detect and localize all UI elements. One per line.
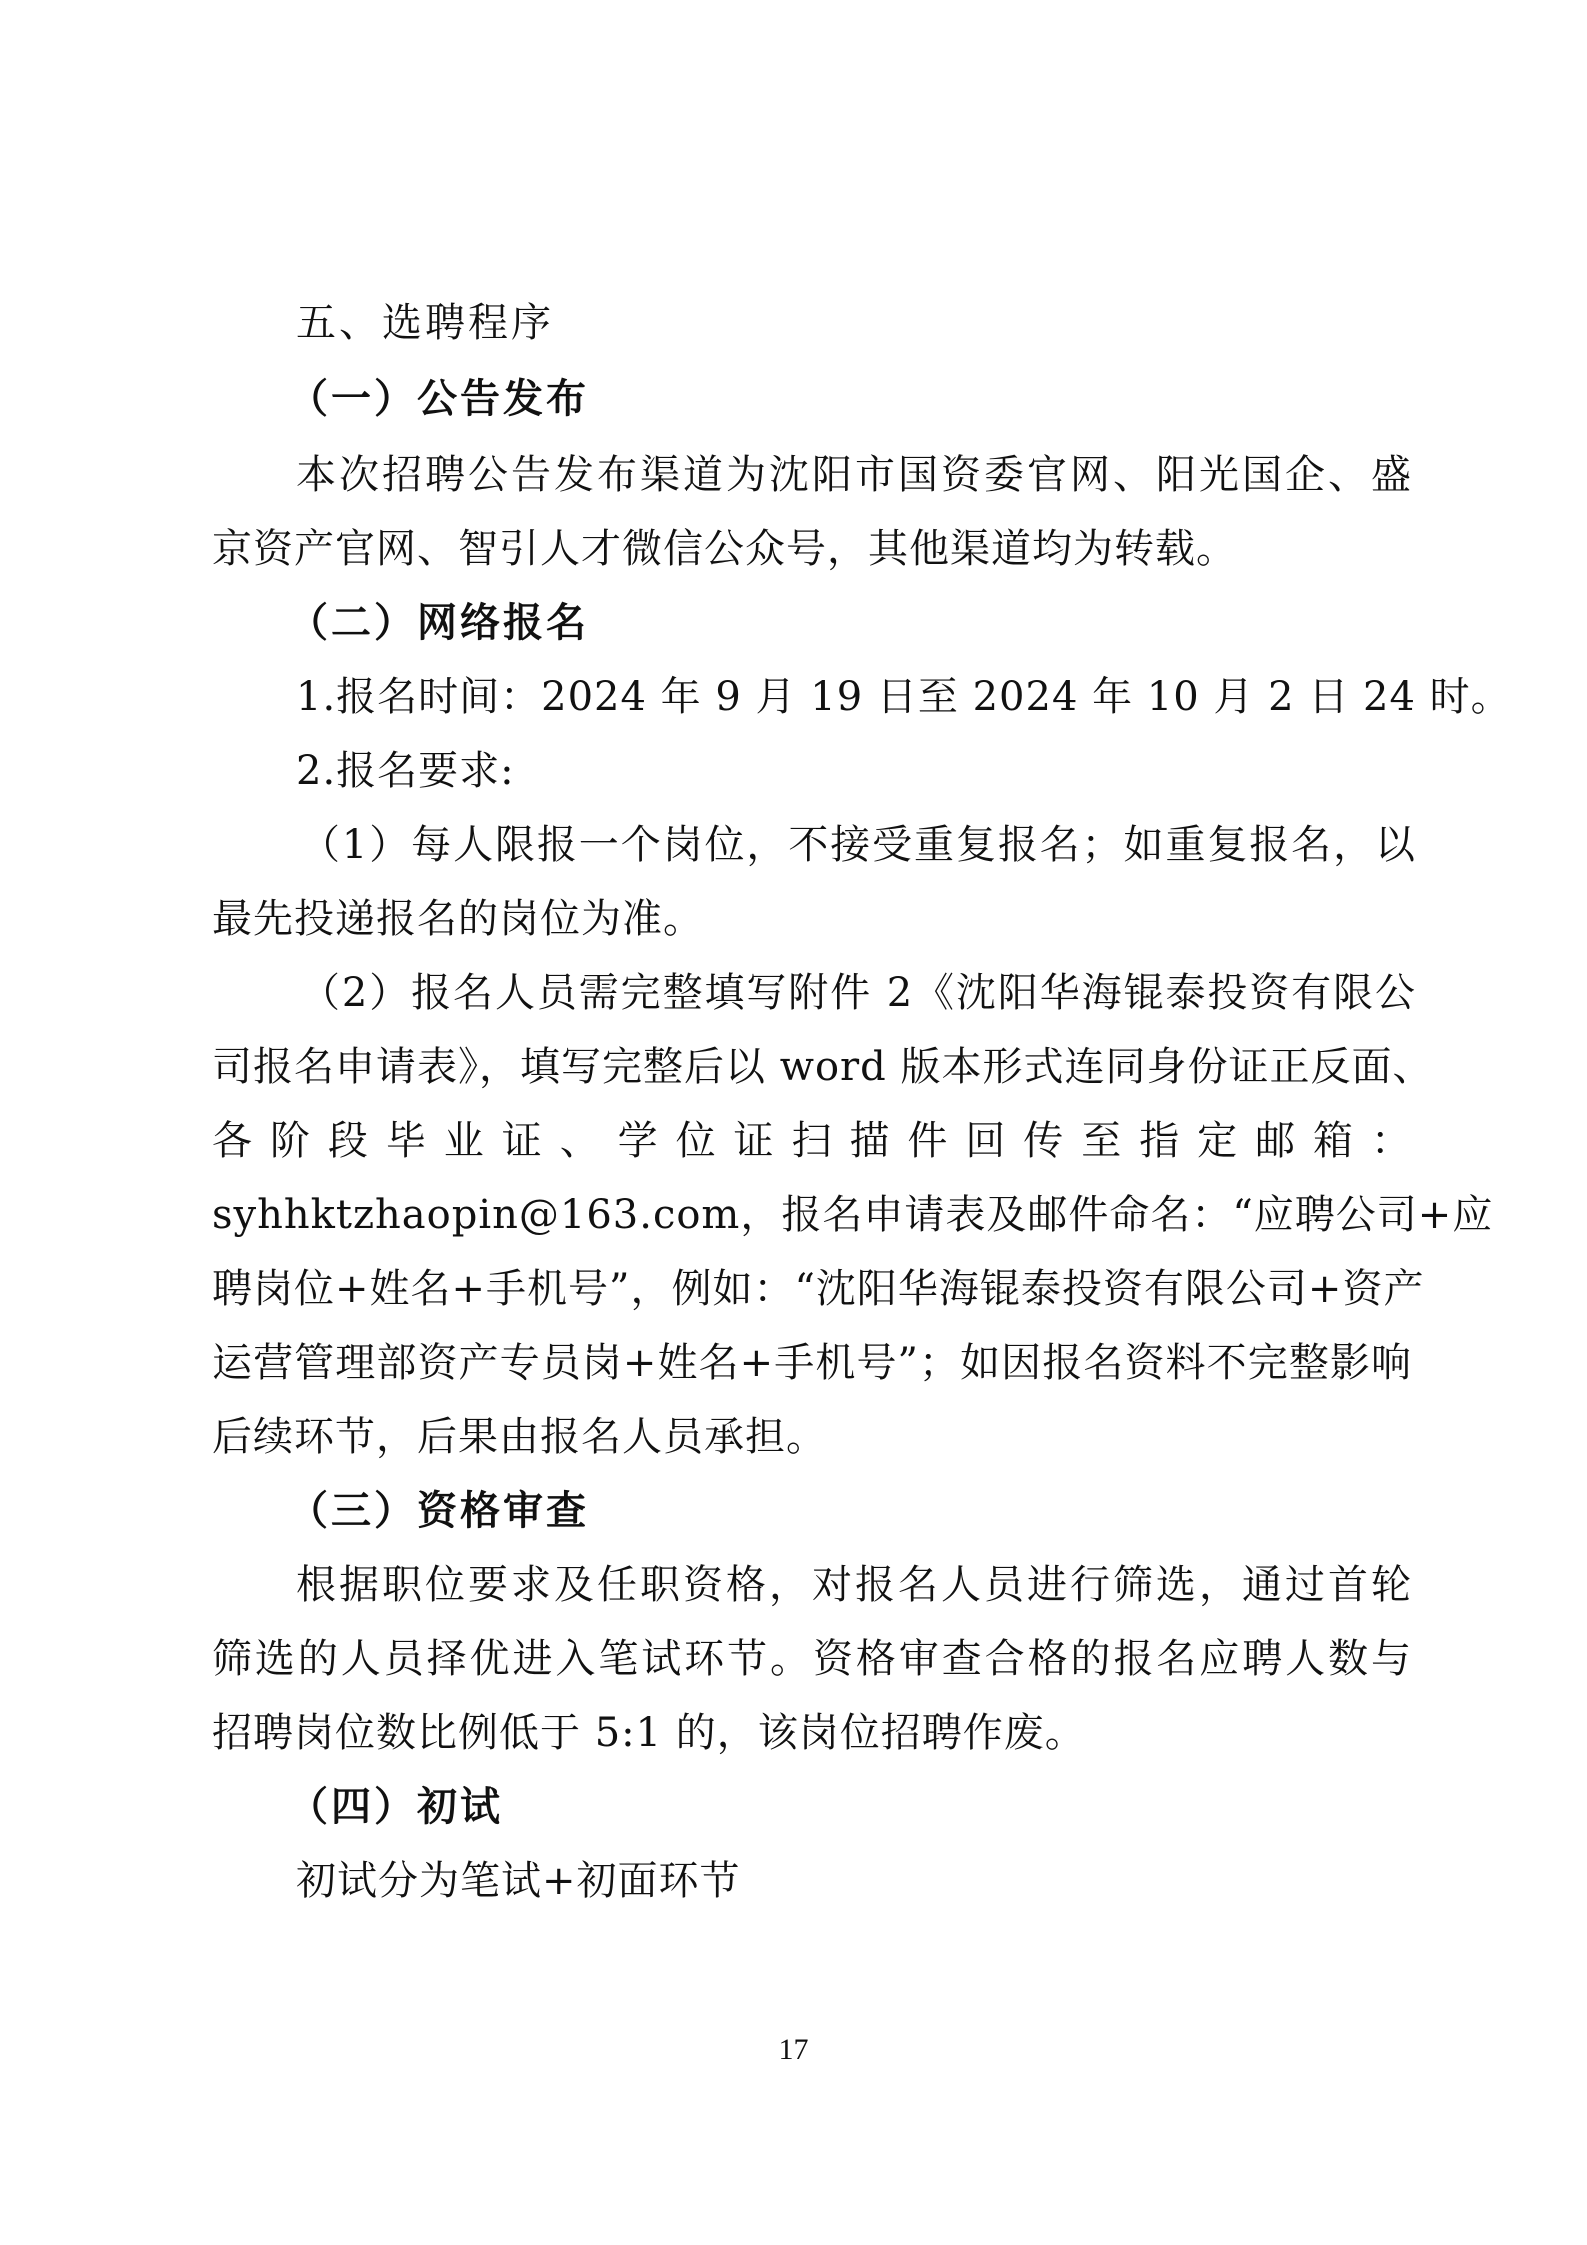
page-number: 17	[778, 2033, 809, 2066]
subsection-heading-preliminary-exam: （四）初试	[288, 1784, 503, 1830]
subsection-heading-online-registration: （二）网络报名	[288, 600, 589, 646]
list-item: 1.报名时间：2024 年 9 月 19 日至 2024 年 10 月 2 日 24 时。	[296, 674, 1512, 720]
paragraph-line: 筛选的人员择优进入笔试环节。资格审查合格的报名应聘人数与	[212, 1636, 1412, 1682]
paragraph-line: 各 阶 段 毕 业 证 、 学 位 证 扫 描 件 回 传 至 指 定 邮 箱 ：	[212, 1118, 1412, 1164]
paragraph-line-email: syhhktzhaopin@163.com，报名申请表及邮件命名：“应聘公司+应	[212, 1192, 1494, 1238]
list-item: 2.报名要求:	[296, 748, 515, 794]
paragraph-line: 司报名申请表》，填写完整后以 word 版本形式连同身份证正反面、	[212, 1044, 1434, 1090]
paragraph-line: 运营管理部资产专员岗+姓名+手机号”；如因报名资料不完整影响	[212, 1340, 1412, 1386]
paragraph-line: 本次招聘公告发布渠道为沈阳市国资委官网、阳光国企、盛	[296, 452, 1412, 498]
paragraph-line: 聘岗位+姓名+手机号”，例如：“沈阳华海锟泰投资有限公司+资产	[212, 1266, 1425, 1312]
paragraph-line: （2）报名人员需完整填写附件 2《沈阳华海锟泰投资有限公	[300, 970, 1416, 1016]
paragraph-line: 根据职位要求及任职资格，对报名人员进行筛选，通过首轮	[296, 1562, 1412, 1608]
paragraph-line: 后续环节，后果由报名人员承担。	[212, 1414, 827, 1460]
paragraph-line: （1）每人限报一个岗位，不接受重复报名；如重复报名，以	[300, 822, 1416, 868]
paragraph-line: 最先投递报名的岗位为准。	[212, 896, 704, 942]
subsection-heading-announcement: （一）公告发布	[288, 376, 589, 422]
paragraph-line: 京资产官网、智引人才微信公众号，其他渠道均为转载。	[212, 526, 1237, 572]
paragraph-line: 初试分为笔试+初面环节	[296, 1858, 741, 1904]
paragraph-line: 招聘岗位数比例低于 5:1 的，该岗位招聘作废。	[212, 1710, 1086, 1756]
subsection-heading-qualification-review: （三）资格审查	[288, 1488, 589, 1534]
section-title: 五、选聘程序	[296, 300, 554, 346]
